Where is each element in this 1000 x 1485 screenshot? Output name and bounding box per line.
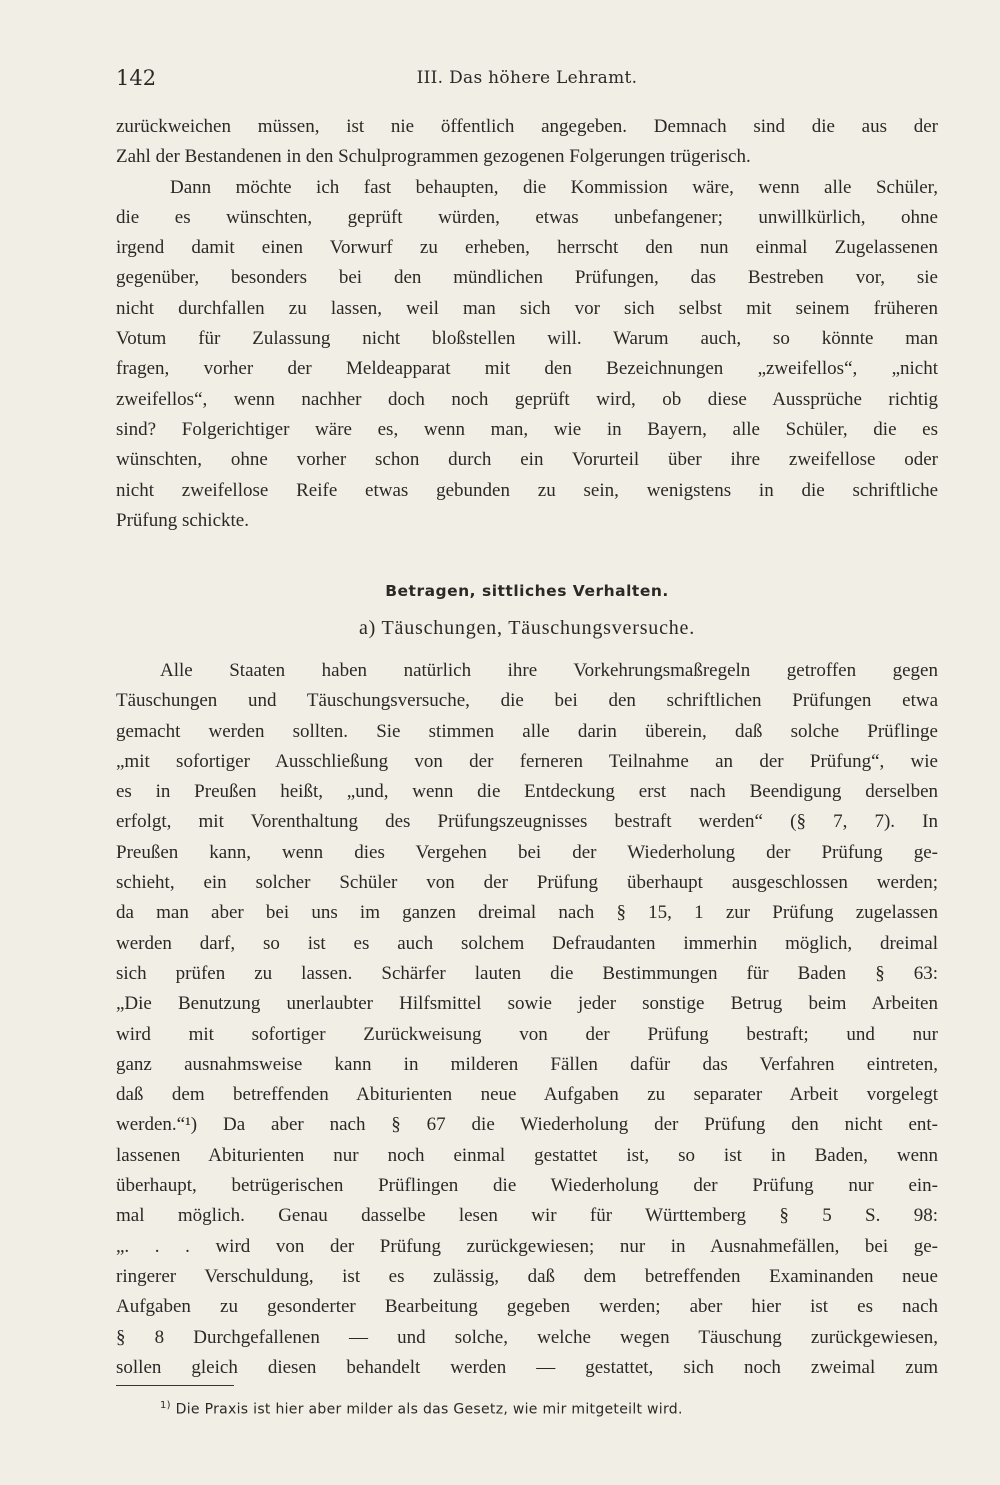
text-line: nicht durchfallen zu lassen, weil man sich vor sich selbst mit seinem früheren	[116, 297, 938, 319]
footnote-marker: 1)	[160, 1400, 171, 1411]
text-line: Dann möchte ich fast behaupten, die Kommission wäre, wenn alle Schüler,	[170, 176, 938, 198]
text-block-main	[116, 656, 938, 1383]
text-line: die es wünschten, geprüft würden, etwas unbefangener; unwillkürlich, ohne	[116, 206, 938, 228]
running-head: III. Das höhere Lehramt.	[416, 68, 638, 88]
text-line: Votum für Zulassung nicht bloßstellen will. Warum auch, so könnte man	[116, 328, 938, 350]
text-line: wird mit sofortiger Zurückweisung von der Prüfung bestraft; und nur	[116, 1023, 938, 1045]
text-line: ringerer Verschuldung, ist es zulässig, daß dem betreffenden Examinanden neue	[116, 1265, 938, 1287]
text-line: sich prüfen zu lassen. Schärfer lauten die Bestimmungen für Baden § 63:	[116, 962, 938, 984]
text-line: werden darf, so ist es auch solchem Defraudanten immerhin möglich, dreimal	[116, 932, 938, 954]
text-line: überhaupt, betrügerischen Prüflingen die Wiederholung der Prüfung nur ein-	[116, 1175, 938, 1197]
paragraph-continuation	[116, 112, 938, 173]
footnote-text: Die Praxis ist hier aber milder als das Gesetz, wie mir mitgeteilt wird.	[175, 1401, 683, 1418]
text-line: mal möglich. Genau dasselbe lesen wir für Württemberg § 5 S. 98:	[116, 1205, 938, 1227]
section-heading: Betragen, sittliches Verhalten.	[385, 582, 669, 600]
text-line: fragen, vorher der Meldeapparat mit den Bezeichnungen „zweifellos“, „nicht	[116, 358, 938, 380]
text-line: es in Preußen heißt, „und, wenn die Entdeckung erst nach Beendigung derselben	[116, 781, 938, 803]
text-line: sollen gleich diesen behandelt werden — gestattet, sich noch zweimal zum	[116, 1356, 938, 1378]
text-line: „Die Benutzung unerlaubter Hilfsmittel sowie jeder sonstige Betrug beim Arbeiten	[116, 993, 938, 1015]
text-line: „mit sofortiger Ausschließung von der ferneren Teilnahme an der Prüfung“, wie	[116, 750, 938, 772]
text-block-top	[116, 112, 938, 536]
text-line: wünschten, ohne vorher schon durch ein Vorurteil über ihre zweifellose oder	[116, 449, 938, 471]
text-line: § 8 Durchgefallenen — und solche, welche wegen Täuschung zurückgewiesen,	[116, 1326, 938, 1348]
text-line: Alle Staaten haben natürlich ihre Vorkehrungsmaßregeln getroffen gegen	[160, 660, 938, 681]
text-line: Täuschungen und Täuschungsversuche, die bei den schriftlichen Prüfungen etwa	[116, 690, 938, 712]
text-line: sind? Folgerichtiger wäre es, wenn man, wie in Bayern, alle Schüler, die es	[116, 418, 938, 440]
text-line: schieht, ein solcher Schüler von der Prüfung überhaupt ausgeschlossen werden;	[116, 872, 938, 894]
text-line: Preußen kann, wenn dies Vergehen bei der Wiederholung der Prüfung ge-	[116, 841, 938, 863]
paragraph-staaten	[116, 656, 938, 1383]
text-line: irgend damit einen Vorwurf zu erheben, herrscht den nun einmal Zugelassenen	[116, 237, 938, 259]
text-line: da man aber bei uns im ganzen dreimal nach § 15, 1 zur Prüfung zugelassen	[116, 902, 938, 924]
text-line: daß dem betreffenden Abiturienten neue Aufgaben zu separater Arbeit vorgelegt	[116, 1084, 938, 1106]
text-line: erfolgt, mit Vorenthaltung des Prüfungszeugnisses bestraft werden“ (§ 7, 7). In	[116, 811, 938, 833]
page-number: 142	[116, 66, 157, 90]
text-line: „. . . wird von der Prüfung zurückgewiesen; nur in Ausnahmefällen, bei ge-	[116, 1235, 938, 1257]
text-line: ganz ausnahmsweise kann in milderen Fällen dafür das Verfahren eintreten,	[116, 1053, 938, 1075]
text-line: gemacht werden sollten. Sie stimmen alle darin überein, daß solche Prüflinge	[116, 720, 938, 742]
text-line: Aufgaben zu gesonderter Bearbeitung gegeben werden; aber hier ist es nach	[116, 1296, 938, 1318]
text-line: zurückweichen müssen, ist nie öffentlich angegeben. Demnach sind die aus der	[116, 116, 938, 137]
subsection-heading: a) Täuschungen, Täuschungsversuche.	[358, 617, 696, 639]
paragraph-kommission	[116, 173, 938, 537]
footnote	[160, 1400, 860, 1418]
text-line: werden.“¹) Da aber nach § 67 die Wiederholung der Prüfung den nicht ent-	[116, 1114, 938, 1136]
text-line: Zahl der Bestandenen in den Schulprogrammen gezogenen Folgerungen trügerisch.	[116, 146, 751, 168]
text-line: Prüfung schickte.	[116, 509, 249, 531]
page-header	[116, 66, 938, 96]
text-line: gegenüber, besonders bei den mündlichen Prüfungen, das Bestreben vor, sie	[116, 267, 938, 289]
text-line: lassenen Abiturienten nur noch einmal gestattet ist, so ist in Baden, wenn	[116, 1144, 938, 1166]
text-line: zweifellos“, wenn nachher doch noch geprüft wird, ob diese Aussprüche richtig	[116, 388, 938, 410]
text-line: nicht zweifellose Reife etwas gebunden zu sein, wenigstens in die schriftliche	[116, 479, 938, 501]
footnote-rule	[116, 1385, 234, 1386]
